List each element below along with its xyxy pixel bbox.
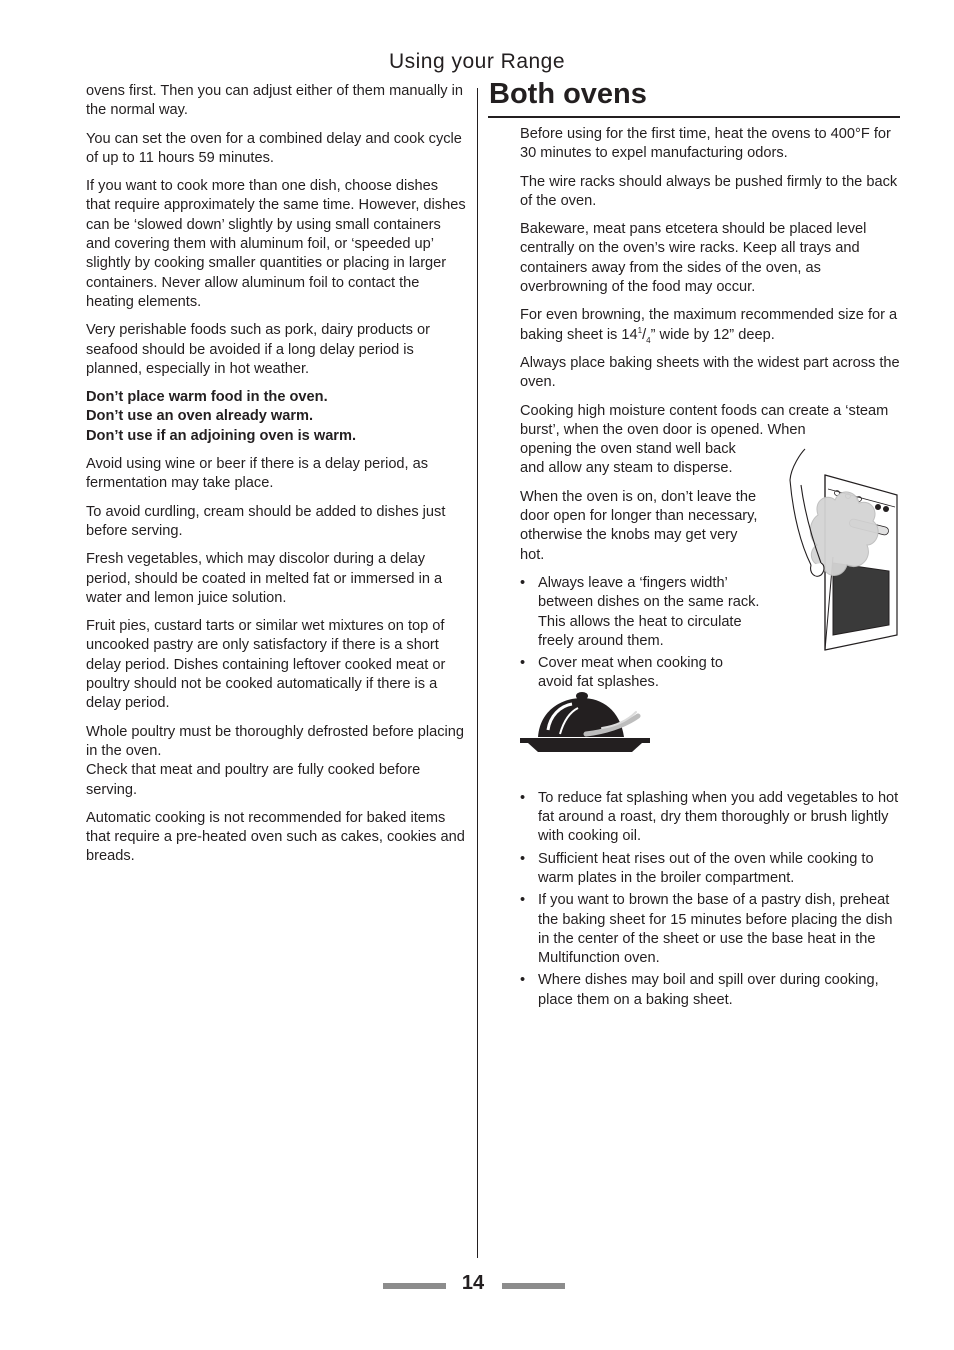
paragraph — [520, 306, 902, 345]
list-item: • If you want to brown the base of a pastry dish, preheat the baking sheet for 15 minutes before placing the dish in the center of the sheet or use the base heat in the Multifunction oven. — [520, 891, 902, 968]
warning-line: Don’t use an oven already warm. — [86, 408, 314, 425]
page-title: Both ovens — [489, 78, 647, 110]
page-number: 14 — [461, 1272, 485, 1294]
fraction-numerator: 1 — [637, 325, 643, 335]
footer-bar-right — [502, 1283, 565, 1289]
text-run: opening the oven stand well back and allow any steam to disperse. — [520, 441, 736, 477]
warning-line: Don’t place warm food in the oven. — [86, 389, 328, 406]
paragraph: Fresh vegetables, which may discolor during a delay period, should be coated in melted fat or immersed in a water and lemon juice solution. — [86, 551, 443, 606]
paragraph: If you want to cook more than one dish, choose dishes that require approximately the same time. However, dishes can be ‘slowed down’ slightly by using small containers and covering them with aluminum foil, or ‘speeded up’ slightly by cooking smaller quantities or placing in larger containers. Never allow aluminum foil to contact the heating elements. — [86, 178, 466, 310]
title-underline — [488, 116, 900, 118]
bullet-list — [520, 789, 902, 1010]
paragraph — [86, 723, 466, 800]
text-run: Cooking high moisture content foods can create a ‘steam burst’, when the oven door is opened. When — [520, 402, 889, 438]
left-column — [86, 82, 466, 876]
fraction-slash: / — [642, 326, 647, 343]
column-divider — [477, 88, 478, 1258]
paragraph: To avoid curdling, cream should be added to dishes just before serving. — [86, 503, 446, 539]
list-item: • To reduce fat splashing when you add vegetables to hot fat around a roast, dry them thoroughly or brush lightly with cooking oil. — [520, 789, 902, 847]
paragraph: ovens first. Then you can adjust either of them manually in the normal way. — [86, 83, 463, 119]
paragraph: Avoid using wine or beer if there is a delay period, as fermentation may take place. — [86, 456, 429, 492]
paragraph: You can set the oven for a combined delay and cook cycle of up to 11 hours 59 minutes. — [86, 130, 462, 166]
section-header: Using your Range — [388, 50, 566, 73]
footer-bar-left — [383, 1283, 446, 1289]
paragraph: Always place baking sheets with the widest part across the oven. — [520, 354, 900, 391]
text-line: Check that meat and poultry are fully cooked before serving. — [86, 762, 421, 798]
covered-dish-icon — [520, 690, 650, 756]
oven-steam-illustration — [785, 445, 900, 655]
paragraph: Automatic cooking is not recommended for baked items that require a pre-heated oven such as cakes, cookies and breads. — [86, 809, 465, 865]
list-item: • Always leave a ‘fingers width’ between dishes on the same rack. This allows the heat to circulate freely around them. — [520, 574, 760, 651]
bullet-list — [520, 574, 760, 693]
paragraph: Fruit pies, custard tarts or similar wet mixtures on top of uncooked pastry are only satisfactory if there is a short delay period. Dishes containing leftover cooked meat or poultry should not be cooked automatically if there is a delay period. — [86, 618, 446, 712]
warning-line: Don’t use if an adjoining oven is warm. — [86, 427, 357, 444]
paragraph: Before using for the first time, heat the ovens to 400°F for 30 minutes to expel manufacturing odors. — [520, 126, 891, 162]
warning-block — [86, 388, 466, 446]
fraction-denominator: 4 — [646, 335, 651, 345]
paragraph: Bakeware, meat pans etcetera should be placed level centrally on the oven’s wire racks. Keep all trays and containers away from the sides of the oven, as overbrowning of the food may occur. — [520, 221, 867, 296]
list-item: • Cover meat when cooking to avoid fat splashes. — [520, 654, 760, 693]
paragraph: When the oven is on, don’t leave the door open for longer than necessary, otherwise the knobs may get very hot. — [520, 488, 758, 563]
list-item: • Sufficient heat rises out of the oven while cooking to warm plates in the broiler compartment. — [520, 850, 902, 889]
page-footer — [0, 1272, 954, 1298]
paragraph: The wire racks should always be pushed firmly to the back of the oven. — [520, 173, 898, 209]
paragraph: Very perishable foods such as pork, dairy products or seafood should be avoided if a long delay period is planned, especially in hot weather. — [86, 322, 430, 377]
text-line: Whole poultry must be thoroughly defrosted before placing in the oven. — [86, 723, 465, 759]
text-run: ” wide by 12” deep. — [650, 326, 775, 343]
list-item: • Where dishes may boil and spill over during cooking, place them on a baking sheet. — [520, 971, 902, 1010]
text-run: For even browning, the maximum recommended size for a baking sheet is 14 — [520, 307, 898, 343]
